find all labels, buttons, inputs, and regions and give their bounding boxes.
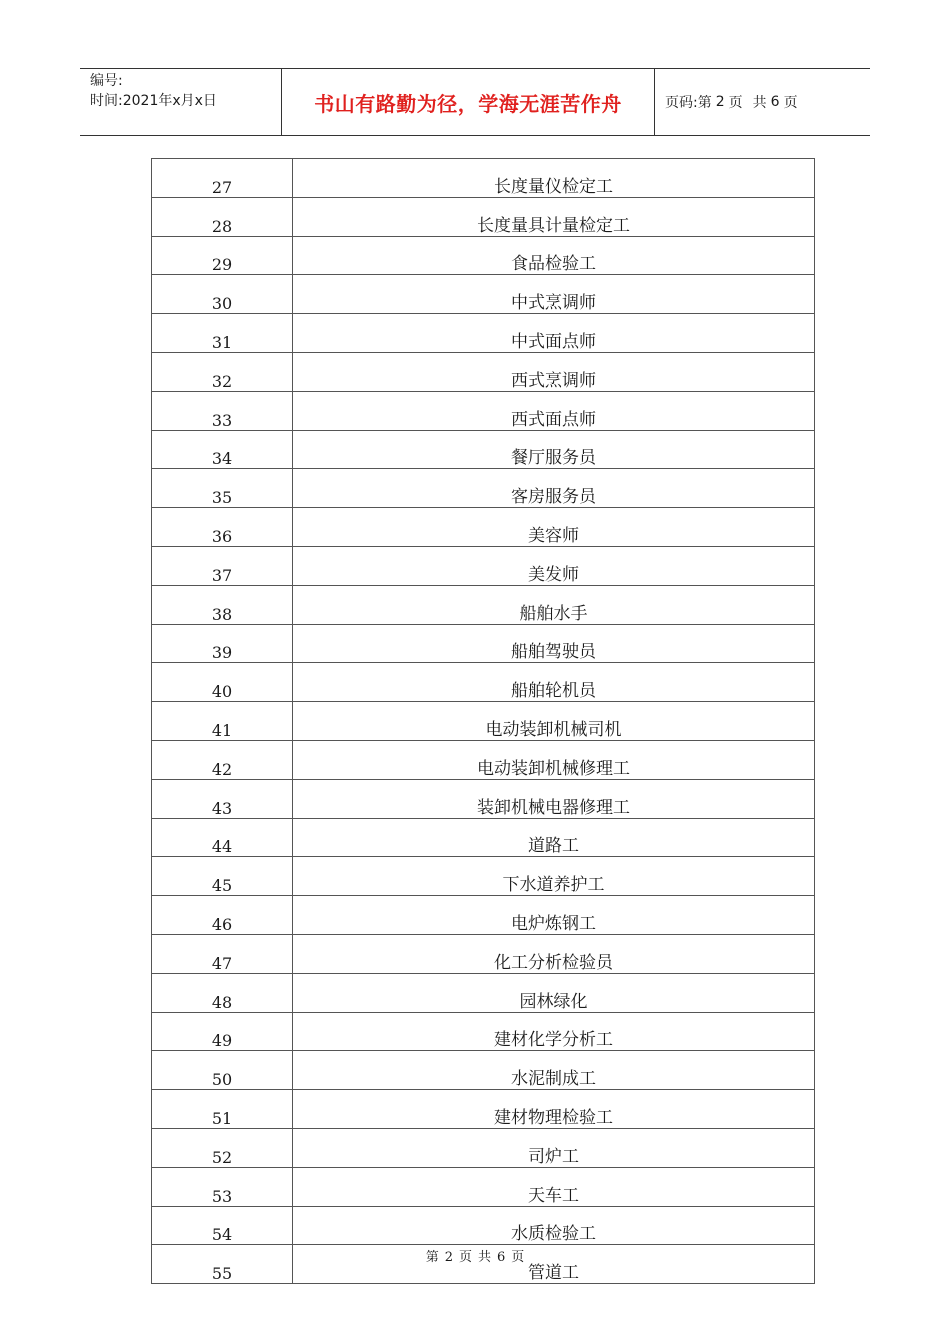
- occupation-name: 西式烹调师: [293, 352, 815, 391]
- row-number: 46: [152, 896, 293, 935]
- row-number: 53: [152, 1167, 293, 1206]
- table-row: [152, 1051, 815, 1090]
- table-row: [152, 391, 815, 430]
- row-number: 38: [152, 585, 293, 624]
- page-footer: [0, 1246, 950, 1265]
- row-number: 29: [152, 236, 293, 275]
- occupation-name: 电动装卸机械司机: [293, 702, 815, 741]
- table-row: [152, 1128, 815, 1167]
- table-row: [152, 1206, 815, 1245]
- occupation-name: 餐厅服务员: [293, 430, 815, 469]
- occupation-name: 道路工: [293, 818, 815, 857]
- row-number: 39: [152, 624, 293, 663]
- row-number: 51: [152, 1090, 293, 1129]
- occupation-name: 建材物理检验工: [293, 1090, 815, 1129]
- page-total: 6: [770, 94, 780, 110]
- table-row: [152, 896, 815, 935]
- table-row: [152, 1012, 815, 1051]
- table-row: [152, 624, 815, 663]
- table-row: [152, 1167, 815, 1206]
- row-number: 54: [152, 1206, 293, 1245]
- table-row: [152, 275, 815, 314]
- table-row: [152, 702, 815, 741]
- footer-total-pre: 共: [478, 1250, 492, 1265]
- table-row: [152, 973, 815, 1012]
- row-number: 35: [152, 469, 293, 508]
- table-row: [152, 546, 815, 585]
- occupation-name: 美发师: [293, 546, 815, 585]
- occupation-name: 司炉工: [293, 1128, 815, 1167]
- table-row: [152, 159, 815, 198]
- time-line: [90, 91, 281, 111]
- page-total-post: 页: [783, 95, 798, 111]
- row-number: 55: [152, 1245, 293, 1284]
- row-number: 45: [152, 857, 293, 896]
- occupation-name: 电炉炼钢工: [293, 896, 815, 935]
- page-current: 2: [715, 94, 725, 110]
- occupation-name: 建材化学分析工: [293, 1012, 815, 1051]
- table-row: [152, 236, 815, 275]
- table-row: [152, 314, 815, 353]
- occupation-name: 中式烹调师: [293, 275, 815, 314]
- table-row: [152, 663, 815, 702]
- footer-mid: 页: [458, 1250, 472, 1265]
- row-number: 48: [152, 973, 293, 1012]
- time-label: 时间:: [90, 93, 123, 109]
- occupation-name: 下水道养护工: [293, 857, 815, 896]
- occupation-name: 水泥制成工: [293, 1051, 815, 1090]
- row-number: 31: [152, 314, 293, 353]
- serial-label: 编号:: [90, 73, 123, 89]
- row-number: 44: [152, 818, 293, 857]
- row-number: 40: [152, 663, 293, 702]
- row-number: 27: [152, 159, 293, 198]
- row-number: 52: [152, 1128, 293, 1167]
- occupation-name: 船舶驾驶员: [293, 624, 815, 663]
- occupation-name: 电动装卸机械修理工: [293, 740, 815, 779]
- table-row: [152, 818, 815, 857]
- page-label: 页码:: [665, 95, 698, 111]
- page-current-post: 页: [728, 95, 743, 111]
- table-row: [152, 1090, 815, 1129]
- occupation-table: [151, 158, 815, 1284]
- row-number: 36: [152, 508, 293, 547]
- occupation-name: 装卸机械电器修理工: [293, 779, 815, 818]
- page-header: [80, 68, 870, 136]
- row-number: 28: [152, 197, 293, 236]
- table-row: [152, 585, 815, 624]
- row-number: 30: [152, 275, 293, 314]
- header-meta: [80, 69, 282, 135]
- page-current-pre: 第: [697, 95, 712, 111]
- occupation-name: 美容师: [293, 508, 815, 547]
- occupation-name: 管道工: [293, 1245, 815, 1284]
- row-number: 37: [152, 546, 293, 585]
- header-motto: 书山有路勤为径，学海无涯苦作舟: [282, 69, 655, 135]
- row-number: 33: [152, 391, 293, 430]
- row-number: 41: [152, 702, 293, 741]
- row-number: 47: [152, 934, 293, 973]
- occupation-name: 水质检验工: [293, 1206, 815, 1245]
- occupation-name: 西式面点师: [293, 391, 815, 430]
- row-number: 43: [152, 779, 293, 818]
- time-value: 2021年x月x日: [122, 93, 217, 109]
- occupation-name: 园林绿化: [293, 973, 815, 1012]
- row-number: 49: [152, 1012, 293, 1051]
- header-page-info: [655, 69, 870, 135]
- occupation-table-body: [152, 159, 815, 1284]
- occupation-name: 中式面点师: [293, 314, 815, 353]
- table-row: [152, 197, 815, 236]
- occupation-name: 长度量具计量检定工: [293, 197, 815, 236]
- page-total-pre: 共: [752, 95, 767, 111]
- footer-pre: 第: [425, 1250, 439, 1265]
- occupation-name: 化工分析检验员: [293, 934, 815, 973]
- occupation-name: 食品检验工: [293, 236, 815, 275]
- footer-post: 页: [511, 1250, 525, 1265]
- table-row: [152, 352, 815, 391]
- occupation-name: 船舶水手: [293, 585, 815, 624]
- row-number: 32: [152, 352, 293, 391]
- table-row: [152, 740, 815, 779]
- row-number: 50: [152, 1051, 293, 1090]
- table-row: [152, 934, 815, 973]
- occupation-name: 船舶轮机员: [293, 663, 815, 702]
- row-number: 42: [152, 740, 293, 779]
- table-row: [152, 779, 815, 818]
- occupation-name: 长度量仪检定工: [293, 159, 815, 198]
- footer-total: 6: [497, 1250, 506, 1265]
- row-number: 34: [152, 430, 293, 469]
- table-row: [152, 430, 815, 469]
- occupation-name: 客房服务员: [293, 469, 815, 508]
- table-row: [152, 469, 815, 508]
- table-row: [152, 857, 815, 896]
- table-row: [152, 508, 815, 547]
- occupation-name: 天车工: [293, 1167, 815, 1206]
- footer-current: 2: [444, 1250, 453, 1265]
